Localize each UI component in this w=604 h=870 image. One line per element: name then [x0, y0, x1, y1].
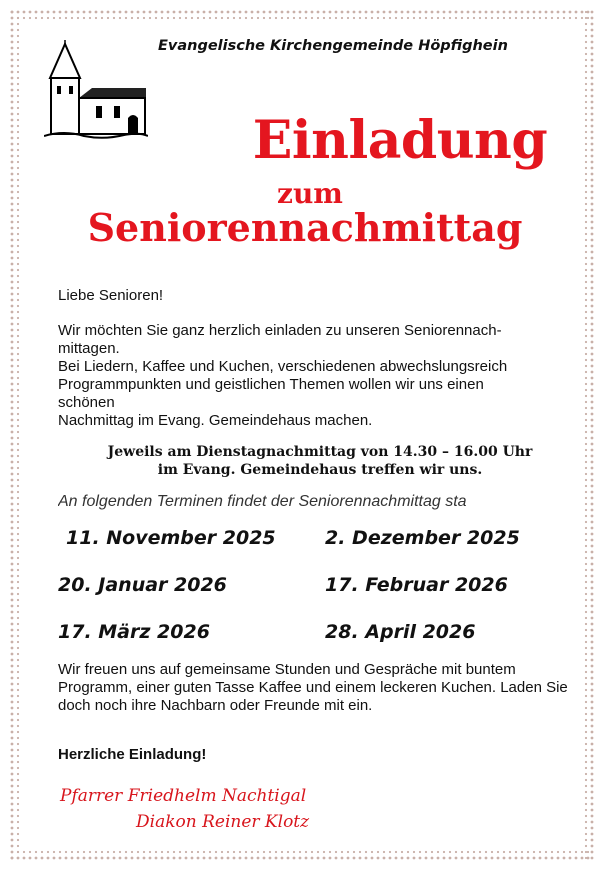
intro-line: Nachmittag im Evang. Gemeindehaus machen.	[58, 412, 373, 429]
date-item: 11. November 2025	[66, 527, 276, 549]
closing-paragraph: Wir freuen uns auf gemeinsame Stunden und Gespräche mit buntem Programm, einer guten Tasse Kaffee und einem leckeren Kuchen. Laden Sie doch noch ihre Nachbarn oder Freunde mit ein.	[58, 661, 568, 714]
date-item: 17. März 2026	[58, 621, 210, 643]
date-item: 20. Januar 2026	[58, 574, 227, 596]
intro-paragraph	[58, 322, 568, 430]
date-item: 28. April 2026	[325, 621, 476, 643]
intro-line: Wir möchten Sie ganz herzlich einladen zu unseren Seniorennach-	[58, 322, 502, 339]
intro-line: mittagen.	[58, 340, 120, 357]
date-item: 2. Dezember 2025	[325, 527, 520, 549]
intro-line: schönen	[58, 394, 115, 411]
signature-pastor: Pfarrer Friedhelm Nachtigal	[60, 786, 307, 806]
closing-invitation: Herzliche Einladung!	[58, 746, 207, 763]
congregation-name: Evangelische Kirchengemeinde Höpfighein	[158, 38, 508, 54]
dates-intro: An folgenden Terminen findet der Seniorennachmittag sta	[58, 493, 467, 510]
title-connector: zum	[277, 177, 343, 210]
page-title: Einladung	[252, 110, 548, 171]
schedule-place: im Evang. Gemeindehaus treffen wir uns.	[157, 462, 483, 478]
church-icon	[44, 40, 148, 140]
intro-line: Bei Liedern, Kaffee und Kuchen, verschiedenen abwechslungsreich	[58, 358, 508, 375]
intro-line: Programmpunkten und geistlichen Themen wollen wir uns einen	[58, 376, 484, 393]
greeting: Liebe Senioren!	[58, 287, 164, 304]
signature-deacon: Diakon Reiner Klotz	[136, 812, 310, 832]
event-title: Seniorennachmittag	[87, 205, 523, 250]
date-item: 17. Februar 2026	[325, 574, 508, 596]
schedule-time: Jeweils am Dienstagnachmittag von 14.30 – 16.00 Uhr	[107, 444, 533, 460]
